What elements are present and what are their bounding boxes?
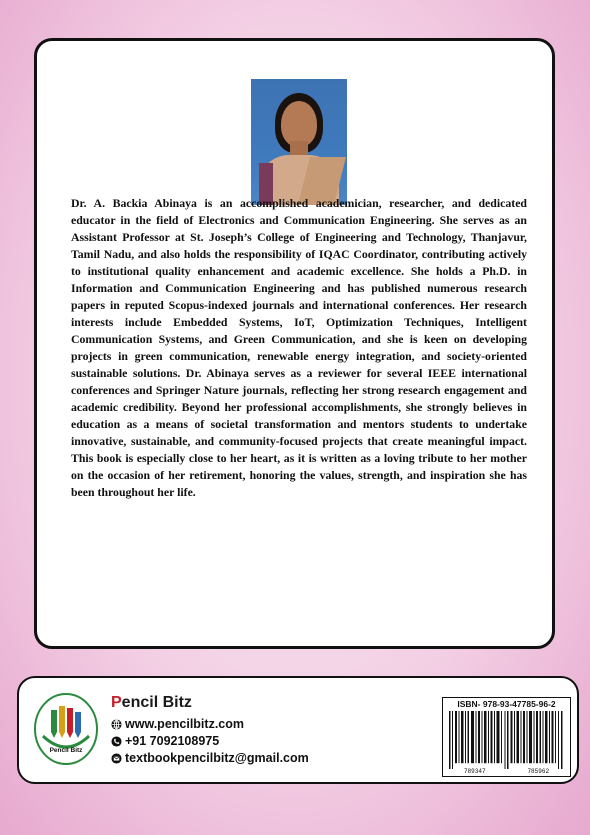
isbn-label: ISBN- 978-93-47785-96-2 [457,699,556,709]
pencil-bitz-logo [33,692,99,766]
author-bio-card [34,38,555,649]
isbn-barcode-box [442,697,571,777]
logo-wordmark: Pencil Bitz [49,747,83,754]
publisher-name: Pencil Bitz [111,694,192,711]
phone-icon [111,736,122,747]
mail-icon [111,753,122,764]
email-line [111,751,309,765]
barcode [449,711,564,769]
email-address[interactable]: textbookpencilbitz@gmail.com [125,751,309,765]
phone-line [111,734,219,748]
website-link[interactable]: www.pencilbitz.com [125,717,244,731]
author-bio-text: Dr. A. Backia Abinaya is an accomplished academician, researcher, and dedicated educator in the field of Electronics and Communication Engineering. She serves as an Assistant Professor at St. Joseph’s College of Engineering and Technology, Thanjavur, Tamil Nadu, and also holds the responsibility of IQAC Coordinator, contributing actively to institutional quality enhancement and academic excellence. She holds a Ph.D. in Information and Communication Engineering and has published numerous research papers in reputed Scopus-indexed journals and international conferences. Her research interests include Embedded Systems, IoT, Optimization Techniques, Intelligent Communication Systems, and Green Communication, and she is keen on developing projects in green communication, renewable energy integration, and society-oriented sustainable solutions. Dr. Abinaya serves as a reviewer for several IEEE international conferences and Springer Nature journals, reflecting her strong research engagement and academic credibility. Beyond her professional accomplishments, she strongly believes in education as a means of societal transformation and mentors students to undertake innovative, sustainable, and community-focused projects that create meaningful impact. This book is especially close to her heart, as it is written as a loving tribute to her mother on the occasion of her retirement, honoring the values, strength, and inspiration she has been throughout her life. [71,196,527,499]
phone-number: +91 7092108975 [125,734,220,748]
globe-icon [111,719,122,730]
website-line [111,717,244,731]
barcode-digits: 789347 785962 [463,768,550,775]
author-photo [251,79,347,205]
publisher-footer [17,676,579,784]
